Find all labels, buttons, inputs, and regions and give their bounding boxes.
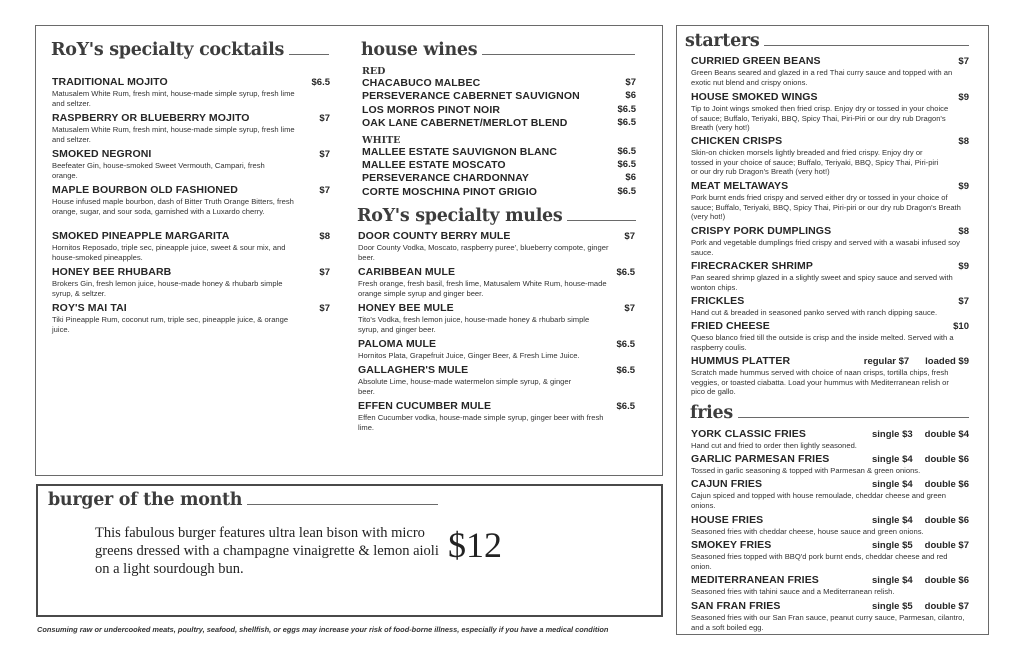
wine-row: MALLEE ESTATE SAUVIGNON BLANC $6.5 — [362, 146, 636, 158]
fries-item: MEDITERRANEAN FRIES single $4 double $6 Seasoned fries with tahini sauce and a Mediterranean relish. — [691, 574, 969, 596]
wine-row: OAK LANE CABERNET/MERLOT BLEND $6.5 — [362, 117, 636, 129]
starter-item-hummus: HUMMUS PLATTER regular $7 loaded $9 Scratch made hummus served with choice of naan crisps, tortilla chips, fresh veggies, or toasted ciabatta. Load your hummus with Mediterranean relish or pico de gallo. — [691, 355, 969, 397]
wine-row: PERSEVERANCE CABERNET SAUVIGNON $6 — [362, 90, 636, 102]
starter-item: FRIED CHEESE $10 Queso blanco fried till the outside is crisp and the inside melted. Served with a raspberry coulis. — [691, 320, 969, 352]
cocktail-item: SMOKED NEGRONI $7 Beefeater Gin, house-smoked Sweet Vermouth, Campari, fresh orange. — [52, 148, 330, 180]
burger-description: This fabulous burger features ultra lean bison with micro greens dressed with a champagne vinaigrette & lemon aioli on a light sourdough bun. — [95, 525, 439, 577]
cocktail-item: HONEY BEE RHUBARB $7 Brokers Gin, fresh lemon juice, house-made honey & rhubarb simple syrup, & seltzer. — [52, 266, 330, 298]
starter-item: FRICKLES $7 Hand cut & breaded in seasoned panko served with ranch dipping sauce. — [691, 295, 969, 317]
food-safety-disclaimer: Consuming raw or undercooked meats, poultry, seafood, shellfish, or eggs may increase your risk of food-borne illness, especially if you have a medical condition — [37, 625, 609, 634]
wine-row: PERSEVERANCE CHARDONNAY $6 — [362, 172, 636, 184]
mule-item: CARIBBEAN MULE $6.5 Fresh orange, fresh basil, fresh lime, Matusalem White Rum, house-made orange simple syrup and ginger beer. — [358, 266, 635, 298]
burger-title: burger of the month — [48, 490, 438, 510]
burger-price: $12 — [448, 525, 502, 565]
wine-row: CHACABUCO MALBEC $7 — [362, 77, 636, 89]
wines-red-label: RED — [362, 66, 386, 77]
fries-item: SMOKEY FRIES single $5 double $7 Seasoned fries topped with BBQ'd pork burnt ends, cheddar cheese and red onion. — [691, 539, 969, 571]
mules-title: RoY's specialty mules — [357, 206, 636, 226]
starters-title: starters — [685, 31, 969, 51]
mule-item: HONEY BEE MULE $7 Tito's Vodka, fresh lemon juice, house-made honey & rhubarb simple syrup, and ginger beer. — [358, 302, 635, 334]
mule-item: PALOMA MULE $6.5 Hornitos Plata, Grapefruit Juice, Ginger Beer, & Fresh Lime Juice. — [358, 338, 635, 360]
starter-item: CHICKEN CRISPS $8 Skin-on chicken morsels lightly breaded and fried crispy. Enjoy dry or tossed in your choice of sauce; Buffalo, Teriyaki, BBQ, Spicy Thai, Piri-piri or our dry rub Dragon's Breath (very hot!) — [691, 135, 969, 177]
starter-item: CURRIED GREEN BEANS $7 Green Beans seared and glazed in a red Thai curry sauce and topped with an exotic nut blend and crispy onions. — [691, 55, 969, 87]
mule-item: DOOR COUNTY BERRY MULE $7 Door County Vodka, Moscato, raspberry puree', blueberry compote, ginger beer. — [358, 230, 635, 262]
fries-item: SAN FRAN FRIES single $5 double $7 Seasoned fries with our San Fran sauce, peanut curry sauce, Parmesan, cilantro, and a soft boiled egg. — [691, 600, 969, 632]
fries-item: CAJUN FRIES single $4 double $6 Cajun spiced and topped with house remoulade, cheddar cheese and green onions. — [691, 478, 969, 510]
cocktails-title: RoY's specialty cocktails — [51, 40, 329, 60]
fries-item: GARLIC PARMESAN FRIES single $4 double $6 Tossed in garlic seasoning & topped with Parmesan & green onions. — [691, 453, 969, 475]
cocktail-item: RASPBERRY OR BLUEBERRY MOJITO $7 Matusalem White Rum, fresh mint, house-made simple syrup, fresh lime and seltzer. — [52, 112, 330, 144]
starter-item: HOUSE SMOKED WINGS $9 Tip to Joint wings smoked then fried crisp. Enjoy dry or tossed in your choice of sauce; Buffalo, Teriyaki, BBQ, Spicy Thai, Piri-Piri or our dry rub Dragon's Breath (very hot!) — [691, 91, 969, 133]
wine-row: MALLEE ESTATE MOSCATO $6.5 — [362, 159, 636, 171]
wines-white-label: WHITE — [362, 135, 401, 146]
fries-title: fries — [690, 403, 969, 423]
mule-item: GALLAGHER'S MULE $6.5 Absolute Lime, house-made watermelon simple syrup, & ginger beer. — [358, 364, 635, 396]
wine-row: LOS MORROS PINOT NOIR $6.5 — [362, 104, 636, 116]
cocktail-item: SMOKED PINEAPPLE MARGARITA $8 Hornitos Reposado, triple sec, pineapple juice, sweet & sour mix, and house-smoked pineapples. — [52, 230, 330, 262]
fries-item: HOUSE FRIES single $4 double $6 Seasoned fries with cheddar cheese, house sauce and green onions. — [691, 514, 969, 536]
cocktail-item: MAPLE BOURBON OLD FASHIONED $7 House infused maple bourbon, dash of Bitter Truth Orange Bitters, fresh orange, sugar, and sour soda, garnished with a Luxardo cherry. — [52, 184, 330, 216]
cocktail-item: TRADITIONAL MOJITO $6.5 Matusalem White Rum, fresh mint, house-made simple syrup, fresh lime and seltzer. — [52, 76, 330, 108]
mule-item: EFFEN CUCUMBER MULE $6.5 Effen Cucumber vodka, house-made simple syrup, ginger beer with fresh lime. — [358, 400, 635, 432]
wine-row: CORTE MOSCHINA PINOT GRIGIO $6.5 — [362, 186, 636, 198]
starter-item: MEAT MELTAWAYS $9 Pork burnt ends fried crispy and served either dry or tossed in your choice of sauce; Buffalo, Teriyaki, BBQ, Spicy Thai, Piri-piri or our dry rub Dragon's Breath (very hot!) — [691, 180, 969, 222]
starter-item: FIRECRACKER SHRIMP $9 Pan seared shrimp glazed in a slightly sweet and spicy sauce and served with wonton chips. — [691, 260, 969, 292]
wines-title: house wines — [361, 40, 635, 60]
cocktail-item: ROY'S MAI TAI $7 Tiki Pineapple Rum, coconut rum, triple sec, pineapple juice, & orange juice. — [52, 302, 330, 334]
fries-item: YORK CLASSIC FRIES single $3 double $4 Hand cut and fried to order then lightly seasoned. — [691, 428, 969, 450]
starter-item: CRISPY PORK DUMPLINGS $8 Pork and vegetable dumplings fried crispy and served with a wasabi infused soy sauce. — [691, 225, 969, 257]
